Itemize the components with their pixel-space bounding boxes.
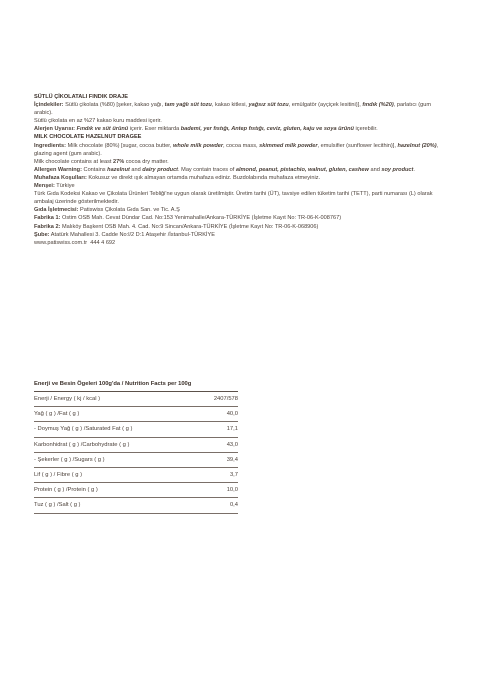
nutrient-value: 39,4 xyxy=(226,456,238,463)
nutrient-label: Karbonhidrat ( g ) /Carbohydrate ( g ) xyxy=(34,441,130,448)
nutrient-value: 3,7 xyxy=(229,472,238,479)
nutrition-row xyxy=(34,453,238,468)
nutrition-table xyxy=(34,380,238,514)
nutrition-row xyxy=(34,407,238,422)
nutrition-row xyxy=(34,422,238,437)
factory-1: Fabrika 1: Ostim OSB Mah. Cevat Dündar Cad. No:153 Yenimahalle/Ankara-TÜRKİYE (İşletme Kayıt No: TR-06-K-008767) xyxy=(34,215,342,222)
en-cocoa-content: Milk chocolate contains at least 27% cocoa dry matter. xyxy=(34,158,169,165)
nutrient-label: - Şekerler ( g ) /Sugars ( g ) xyxy=(34,456,105,463)
en-ingredients: Ingredients: Milk chocolate (80%) [sugar, cocoa butter, whole milk powder, cocoa mass, skimmed milk powder, emulsifier (sunflower lecithin)], hazelnut (20%), glazing agent (gum arabic). xyxy=(34,142,439,157)
nutrient-value: 43,0 xyxy=(226,441,238,448)
website: www.patiswiss.com.tr xyxy=(34,239,88,246)
nutrient-value: 0,4 xyxy=(229,502,238,509)
nutrition-table-title: Enerji ve Besin Ögeleri 100g'da / Nutrition Facts per 100g xyxy=(34,380,238,392)
factory-2: Fabrika 2: Malıköy Başkent OSB Mah. 4. Cad. No:9 Sincan/Ankara-TÜRKİYE (İşletme Kayıt No: TR-06-K-068906) xyxy=(34,223,319,230)
nutrient-label: Lif ( g ) / Fibre ( g ) xyxy=(34,472,82,479)
nutrition-row xyxy=(34,438,238,453)
nutrient-value: 17,1 xyxy=(226,426,238,433)
tr-cocoa-content: Sütlü çikolata en az %27 kakao kuru maddesi içerir. xyxy=(34,118,162,125)
nutrition-rows xyxy=(34,392,238,514)
nutrient-value: 2407/578 xyxy=(213,396,238,403)
storage-conditions: Muhafaza Koşulları: Kokusuz ve direkt ışık almayan ortamda muhafaza ediniz. Buzdolabında muhafaza etmeyiniz. xyxy=(34,174,321,181)
food-operator: Gıda İşletmecisi: Patiswiss Çikolata Gıda San. ve Tic. A.Ş xyxy=(34,207,180,214)
tr-title: SÜTLÜ ÇİKOLATALI FINDIK DRAJE xyxy=(34,94,128,100)
nutrient-label: Protein ( g ) /Protein ( g ) xyxy=(34,487,98,494)
nutrition-row xyxy=(34,483,238,498)
nutrient-label: Enerji / Energy ( kj / kcal ) xyxy=(34,396,101,403)
en-allergen-warning: Allergen Warning: Contains hazelnut and dairy product. May contain traces of almond, peanut, pistachio, walnut, gluten, cashew and soy product. xyxy=(34,166,415,173)
codex-statement: Türk Gıda Kodeksi Kakao ve Çikolata Ürünleri Tebliği'ne uygun olarak üretilmiştir. Üretim tarihi (ÜT), tavsiye edilen tüketim tarihi (TETT), parti numarası (L) olarak ambalaj üzerinde gösterilmektedir. xyxy=(34,191,433,206)
nutrient-label: Yağ ( g ) /Fat ( g ) xyxy=(34,411,80,418)
nutrient-value: 10,0 xyxy=(226,487,238,494)
contact xyxy=(34,239,444,247)
nutrition-row xyxy=(34,468,238,483)
origin: Menşei: Türkiye xyxy=(34,183,75,190)
nutrition-row xyxy=(34,392,238,407)
nutrient-label: Tuz ( g ) /Salt ( g ) xyxy=(34,502,81,509)
tr-ingredients: İçindekiler: Sütlü çikolata (%80) [şeker, kakao yağı, tam yağlı süt tozu, kakao kitlesi, yağsız süt tozu, emülgatör (ayçiçek lesitini)], fındık (%20), parlatıcı (gum arabic). xyxy=(34,102,432,117)
nutrition-row xyxy=(34,498,238,513)
phone: 444 4 692 xyxy=(90,239,116,246)
nutrient-label: - Doymuş Yağ ( g ) /Saturated Fat ( g ) xyxy=(34,426,133,433)
branch: Şube: Atatürk Mahallesi 3. Cadde No:l/2 D:1 Ataşehir /İstanbul-TÜRKİYE xyxy=(34,231,215,238)
product-label-text xyxy=(34,93,444,247)
en-title: MILK CHOCOLATE HAZELNUT DRAGEE xyxy=(34,134,142,141)
nutrient-value: 40,0 xyxy=(226,411,238,418)
tr-allergen-warning: Alerjen Uyarısı: Fındık ve süt ürünü içerir. Eser miktarda bademi, yer fıstığı, Antep fıstığı, ceviz, gluten, kaju ve soya ürünü içerebilir. xyxy=(34,126,378,133)
